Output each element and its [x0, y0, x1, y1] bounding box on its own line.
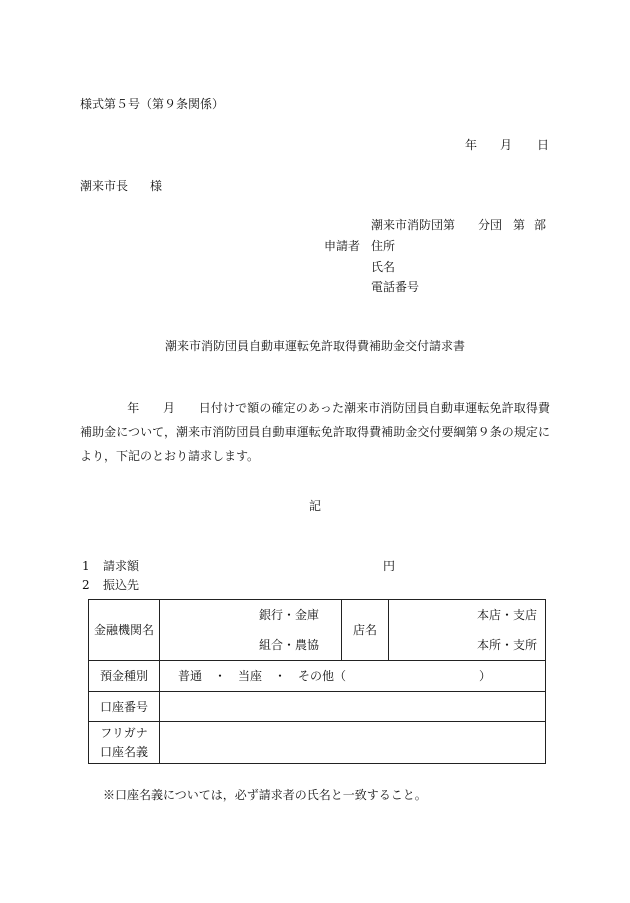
- furigana-label: フリガナ: [100, 725, 148, 740]
- applicant-bundan: 分団: [478, 218, 503, 232]
- institution-row: [89, 600, 546, 661]
- item-1-unit: 円: [383, 559, 396, 573]
- bank-type-1: 銀行・金庫: [258, 608, 319, 622]
- account-name-note: ※口座名義については，必ず請求者の氏名と一致すること。: [103, 788, 427, 802]
- account-name-label-cell: [89, 722, 160, 764]
- account-name-row: [89, 722, 546, 764]
- applicant-dai: 第: [513, 218, 526, 232]
- applicant-bu: 部: [534, 218, 547, 232]
- addressee-name: 潮来市長: [80, 179, 129, 193]
- body-paragraph: [80, 396, 550, 468]
- form-number: 様式第５号（第９条関係）: [80, 97, 225, 111]
- bank-type-2: 組合・農協: [258, 638, 319, 652]
- phone-label: 電話番号: [371, 280, 420, 294]
- item-1-number: 1: [82, 559, 90, 573]
- addressee-honorific: 様: [150, 179, 163, 193]
- account-type-options: 普通 ・ 当座 ・ その他（: [178, 669, 347, 683]
- account-number-label: 口座番号: [89, 692, 160, 722]
- branch-label: 店名: [342, 600, 389, 661]
- institution-label: 金融機関名: [89, 600, 160, 661]
- account-type-cell[interactable]: [160, 661, 546, 692]
- applicant-affiliation: 潮来市消防団第: [371, 218, 456, 232]
- item-2-label: 振込先: [103, 578, 140, 592]
- item-1-label: 請求額: [103, 559, 140, 573]
- account-name-label: 口座名義: [99, 744, 148, 759]
- account-type-label: 預金種別: [89, 661, 160, 692]
- name-label: 氏名: [371, 260, 396, 274]
- branch-type-1: 本店・支店: [476, 608, 537, 622]
- branch-type-2: 本所・支所: [476, 638, 537, 652]
- body-year: 年: [127, 401, 140, 415]
- date-day: 日: [537, 138, 550, 152]
- bank-transfer-table: [88, 599, 546, 764]
- account-type-row: [89, 661, 546, 692]
- institution-cell[interactable]: [160, 600, 342, 661]
- date-month: 月: [500, 138, 513, 152]
- account-number-row: [89, 692, 546, 722]
- body-text: 日付けで額の確定のあった潮来市消防団員自動車運転免許取得費補助金について，潮来市消防団員自動車運転免許取得費補助金交付要綱第９条の規定により，下記のとおり請求します。: [80, 401, 550, 463]
- date-year: 年: [465, 138, 478, 152]
- ki-heading: 記: [308, 499, 321, 513]
- account-name-cell[interactable]: [160, 722, 546, 764]
- account-type-close-paren: ）: [479, 669, 492, 683]
- item-2-number: 2: [82, 578, 90, 592]
- document-title: 潮来市消防団員自動車運転免許取得費補助金交付請求書: [164, 339, 465, 353]
- branch-cell[interactable]: [389, 600, 546, 661]
- applicant-label: 申請者: [324, 239, 361, 253]
- address-label: 住所: [371, 239, 396, 253]
- account-number-cell[interactable]: [160, 692, 546, 722]
- body-month: 月: [162, 401, 176, 415]
